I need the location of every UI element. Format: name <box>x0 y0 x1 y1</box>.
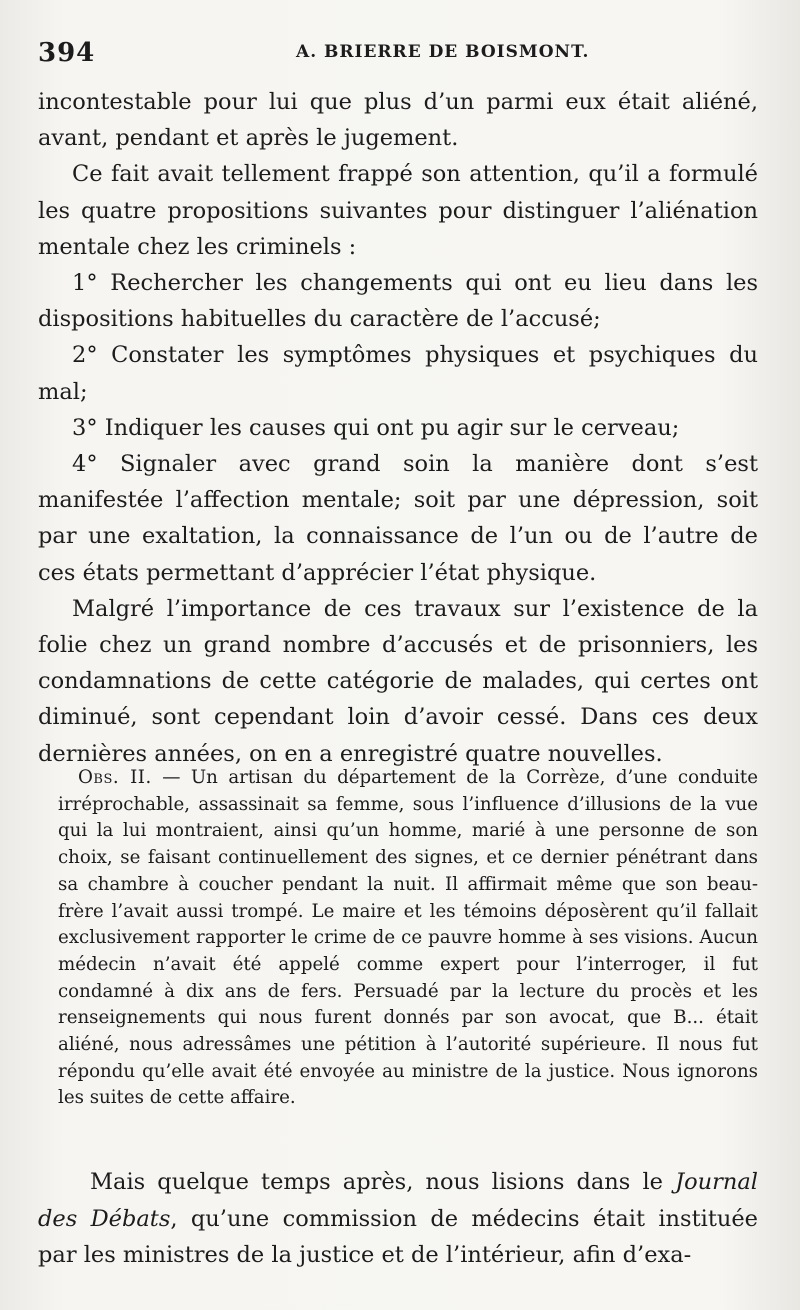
proposition-2: 2° Constater les symptômes physiques et psychiques du mal; <box>38 342 758 405</box>
proposition-1: 1° Rechercher les changements qui ont eu lieu dans les dispositions habituelles du caractère de l’accusé; <box>38 270 758 333</box>
paragraph-continuation: incontestable pour lui que plus d’un parmi eux était aliéné, avant, pendant et après le jugement. <box>38 89 758 152</box>
closing-text-start: Mais quelque temps après, nous lisions dans le <box>90 1169 676 1195</box>
proposition-3: 3° Indiquer les causes qui ont pu agir sur le cerveau; <box>72 414 680 441</box>
main-text <box>38 84 758 772</box>
observation-label: Obs. II. <box>78 767 152 788</box>
closing-text-end: , qu’une commission de médecins était instituée par les ministres de la justice et de l’intérieur, afin d’exa- <box>38 1205 758 1268</box>
observation-text: — Un artisan du département de la Corrèze, d’une conduite irréprochable, assassinait sa femme, sous l’influence d’illusions de la vue qui la lui montraient, ainsi qu’un homme, marié à une personne de son choix, se faisant continuellement des signes, et ce dernier pénétrant dans sa chambre à coucher pendant la nuit. Il affirmait même que son beau-frère l’avait aussi trompé. Le maire et les témoins déposèrent qu’il fallait exclusivement rapporter le crime de ce pauvre homme à ses visions. Aucun médecin n’avait été appelé comme expert pour l’interroger, il fut condamné à dix ans de fers. Persuadé par la lecture du procès et les renseignements qui nous furent donnés par son avocat, que B... était aliéné, nous adressâmes une pétition à l’autorité supérieure. Il nous fut répondu qu’elle avait été envoyée au ministre de la justice. Nous ignorons les suites de cette affaire. <box>58 767 758 1109</box>
observation-block <box>58 765 758 1112</box>
observation-paragraph <box>58 765 758 1112</box>
paragraph-intro: Ce fait avait tellement frappé son attention, qu’il a formulé les quatre propositions suivantes pour distinguer l’aliénation mentale chez les criminels : <box>38 161 758 260</box>
paragraph-malgre: Malgré l’importance de ces travaux sur l’existence de la folie chez un grand nombre d’accusés et de prisonniers, les condamnations de cette catégorie de malades, qui certes ont diminué, sont cependant loin d’avoir cessé. Dans ces deux dernières années, on en a enregistré quatre nouvelles. <box>38 595 758 767</box>
page-number: 394 <box>38 38 96 68</box>
running-head: A. BRIERRE DE BOISMONT. <box>296 42 590 62</box>
page-header <box>38 38 758 72</box>
closing-text <box>38 1164 758 1274</box>
proposition-4: 4° Signaler avec grand soin la manière dont s’est manifestée l’affection mentale; soit par une dépression, soit par une exaltation, la connaissance de l’un ou de l’autre de ces états permettant d’apprécier l’état physique. <box>38 451 758 586</box>
paragraph-closing <box>38 1164 758 1274</box>
journal-title: Journal des Débats <box>38 1169 758 1232</box>
